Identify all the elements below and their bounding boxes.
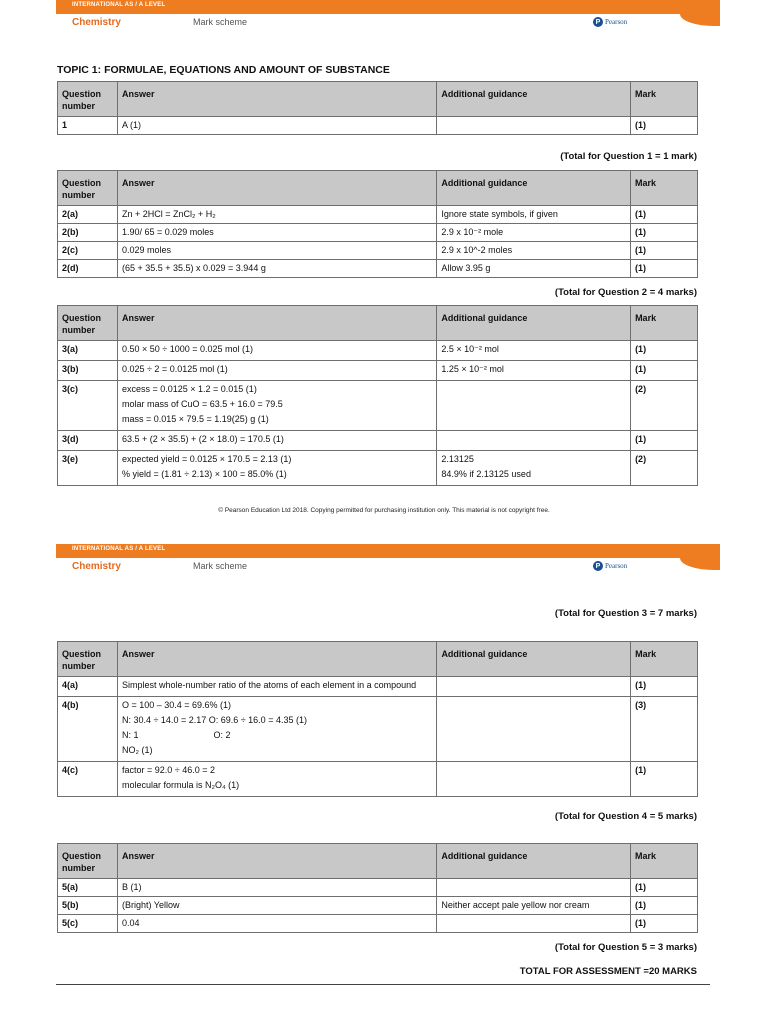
answer-cell: (65 + 35.5 + 35.5) x 0.029 = 3.944 g <box>117 260 436 278</box>
answer-cell: 0.029 moles <box>117 242 436 260</box>
answer-line: 0.025 ÷ 2 = 0.0125 mol (1) <box>121 364 228 374</box>
assessment-total: TOTAL FOR ASSESSMENT =20 MARKS <box>519 966 697 977</box>
table-row <box>58 117 698 135</box>
table-row <box>58 915 698 933</box>
col-guidance: Additional guidance <box>437 82 631 117</box>
answer-line: Simplest whole-number ratio of the atoms of each element in a compound <box>121 680 417 690</box>
mark-cell: (1) <box>631 915 698 933</box>
table-row <box>58 260 698 278</box>
mark-cell: (1) <box>631 260 698 278</box>
question-number: 5(a) <box>58 879 118 897</box>
mark-cell: (1) <box>631 897 698 915</box>
question-number: 3(e) <box>58 451 118 486</box>
table-row <box>58 431 698 451</box>
col-answer: Answer <box>117 171 436 206</box>
table-row <box>58 677 698 697</box>
question-number: 3(a) <box>58 341 118 361</box>
table-row <box>58 879 698 897</box>
table-row <box>58 451 698 486</box>
answer-cell <box>117 451 436 486</box>
q4-table <box>57 641 698 797</box>
question-number: 3(b) <box>58 361 118 381</box>
doc-type-label: Mark scheme <box>193 17 248 27</box>
pearson-logo-icon: P <box>593 17 603 27</box>
answer-cell <box>117 381 436 431</box>
question-number: 5(c) <box>58 915 118 933</box>
col-question: Question number <box>58 82 118 117</box>
q4-total: (Total for Question 4 = 5 marks) <box>554 811 697 822</box>
bottom-divider <box>56 984 710 985</box>
guidance-cell <box>437 117 631 135</box>
guidance-cell <box>437 341 631 361</box>
answer-line: 0.50 × 50 ÷ 1000 = 0.025 mol (1) <box>121 344 253 354</box>
answer-cell <box>117 341 436 361</box>
col-guidance: Additional guidance <box>437 844 631 879</box>
col-mark: Mark <box>631 171 698 206</box>
answer-line: NO₂ (1) <box>121 745 153 755</box>
question-number: 4(c) <box>58 762 118 797</box>
guidance-cell: 2.9 x 10⁻² mole <box>437 224 631 242</box>
table-row <box>58 897 698 915</box>
col-guidance: Additional guidance <box>437 171 631 206</box>
col-answer: Answer <box>117 844 436 879</box>
col-guidance: Additional guidance <box>437 642 631 677</box>
col-mark: Mark <box>631 844 698 879</box>
col-question: Question number <box>58 171 118 206</box>
col-answer: Answer <box>117 642 436 677</box>
answer-cell <box>117 361 436 381</box>
pearson-logo <box>593 561 627 571</box>
question-number: 3(c) <box>58 381 118 431</box>
answer-line: 63.5 + (2 × 35.5) + (2 × 18.0) = 170.5 (1) <box>121 434 284 444</box>
subject-label: Chemistry <box>72 561 121 572</box>
guidance-cell <box>437 381 631 431</box>
answer-line: factor = 92.0 ÷ 46.0 = 2 <box>121 765 215 775</box>
col-question: Question number <box>58 306 118 341</box>
col-mark: Mark <box>631 642 698 677</box>
answer-line: O = 100 – 30.4 = 69.6% (1) <box>121 700 232 710</box>
guidance-cell <box>437 697 631 762</box>
page-header <box>56 544 720 580</box>
col-mark: Mark <box>631 82 698 117</box>
q1-table <box>57 81 698 135</box>
mark-cell: (3) <box>631 697 698 762</box>
q3-table <box>57 305 698 486</box>
col-guidance: Additional guidance <box>437 306 631 341</box>
mark-cell: (1) <box>631 224 698 242</box>
mark-cell: (2) <box>631 451 698 486</box>
question-number: 4(b) <box>58 697 118 762</box>
question-number: 5(b) <box>58 897 118 915</box>
topic-title: TOPIC 1: FORMULAE, EQUATIONS AND AMOUNT OF SUBSTANCE <box>57 64 390 76</box>
question-number: 1 <box>58 117 118 135</box>
guidance-cell <box>437 879 631 897</box>
table-row <box>58 242 698 260</box>
table-row <box>58 762 698 797</box>
question-number: 2(a) <box>58 206 118 224</box>
answer-line: molecular formula is N₂O₄ (1) <box>121 780 240 790</box>
mark-cell: (2) <box>631 381 698 431</box>
subject-label: Chemistry <box>72 17 121 28</box>
pearson-logo <box>593 17 627 27</box>
col-answer: Answer <box>117 82 436 117</box>
guidance-cell: Allow 3.95 g <box>437 260 631 278</box>
guidance-line: 1.25 × 10⁻² mol <box>441 364 504 374</box>
answer-line: molar mass of CuO = 63.5 + 16.0 = 79.5 <box>121 399 283 409</box>
guidance-line: 2.13125 <box>441 454 474 464</box>
answer-line: excess = 0.0125 × 1.2 = 0.015 (1) <box>121 384 257 394</box>
mark-cell: (1) <box>631 242 698 260</box>
doc-type-label: Mark scheme <box>193 561 248 571</box>
answer-line: mass = 0.015 × 79.5 = 1.19(25) g (1) <box>121 414 269 424</box>
mark-cell: (1) <box>631 206 698 224</box>
page-header <box>56 0 720 36</box>
col-mark: Mark <box>631 306 698 341</box>
table-row <box>58 381 698 431</box>
answer-cell <box>117 431 436 451</box>
guidance-cell <box>437 762 631 797</box>
pearson-logo-text: Pearson <box>605 562 628 570</box>
guidance-cell <box>437 915 631 933</box>
guidance-cell: Neither accept pale yellow nor cream <box>437 897 631 915</box>
q1-total: (Total for Question 1 = 1 mark) <box>560 151 697 162</box>
table-row <box>58 361 698 381</box>
answer-cell: B (1) <box>117 879 436 897</box>
guidance-line: 2.5 × 10⁻² mol <box>441 344 499 354</box>
answer-line: N: 30.4 ÷ 14.0 = 2.17 O: 69.6 ÷ 16.0 = 4.35 (1) <box>121 715 307 725</box>
mark-cell: (1) <box>631 879 698 897</box>
mark-cell: (1) <box>631 117 698 135</box>
answer-line: N: 1 O: 2 <box>121 730 231 740</box>
table-row <box>58 341 698 361</box>
answer-cell: Zn + 2HCl = ZnCl₂ + H₂ <box>117 206 436 224</box>
guidance-cell <box>437 677 631 697</box>
q5-total: (Total for Question 5 = 3 marks) <box>554 942 697 953</box>
q2-total: (Total for Question 2 = 4 marks) <box>554 287 697 298</box>
guidance-cell <box>437 451 631 486</box>
series-label: INTERNATIONAL AS / A LEVEL <box>72 546 166 552</box>
copyright-notice: © Pearson Education Ltd 2018. Copying permitted for purchasing institution only. This material is not copyright free. <box>218 507 550 514</box>
guidance-cell: 2.9 x 10^-2 moles <box>437 242 631 260</box>
guidance-line: 84.9% if 2.13125 used <box>441 469 531 479</box>
answer-cell <box>117 677 436 697</box>
q3-total: (Total for Question 3 = 7 marks) <box>554 608 697 619</box>
mark-cell: (1) <box>631 677 698 697</box>
answer-cell <box>117 697 436 762</box>
col-question: Question number <box>58 844 118 879</box>
table-row <box>58 697 698 762</box>
pearson-logo-text: Pearson <box>605 18 628 26</box>
pearson-logo-icon: P <box>593 561 603 571</box>
question-number: 2(d) <box>58 260 118 278</box>
answer-line: expected yield = 0.0125 × 170.5 = 2.13 (1) <box>121 454 292 464</box>
question-number: 3(d) <box>58 431 118 451</box>
mark-cell: (1) <box>631 361 698 381</box>
mark-cell: (1) <box>631 431 698 451</box>
mark-cell: (1) <box>631 762 698 797</box>
guidance-cell: Ignore state symbols, if given <box>437 206 631 224</box>
col-question: Question number <box>58 642 118 677</box>
answer-cell: (Bright) Yellow <box>117 897 436 915</box>
table-row <box>58 224 698 242</box>
question-number: 4(a) <box>58 677 118 697</box>
guidance-cell <box>437 431 631 451</box>
q5-table <box>57 843 698 933</box>
question-number: 2(b) <box>58 224 118 242</box>
series-label: INTERNATIONAL AS / A LEVEL <box>72 2 166 8</box>
answer-cell: 1.90/ 65 = 0.029 moles <box>117 224 436 242</box>
table-row <box>58 206 698 224</box>
q2-table <box>57 170 698 278</box>
answer-cell: A (1) <box>117 117 436 135</box>
mark-cell: (1) <box>631 341 698 361</box>
question-number: 2(c) <box>58 242 118 260</box>
guidance-cell <box>437 361 631 381</box>
answer-cell: 0.04 <box>117 915 436 933</box>
answer-line: % yield = (1.81 ÷ 2.13) × 100 = 85.0% (1) <box>121 469 287 479</box>
answer-cell <box>117 762 436 797</box>
col-answer: Answer <box>117 306 436 341</box>
